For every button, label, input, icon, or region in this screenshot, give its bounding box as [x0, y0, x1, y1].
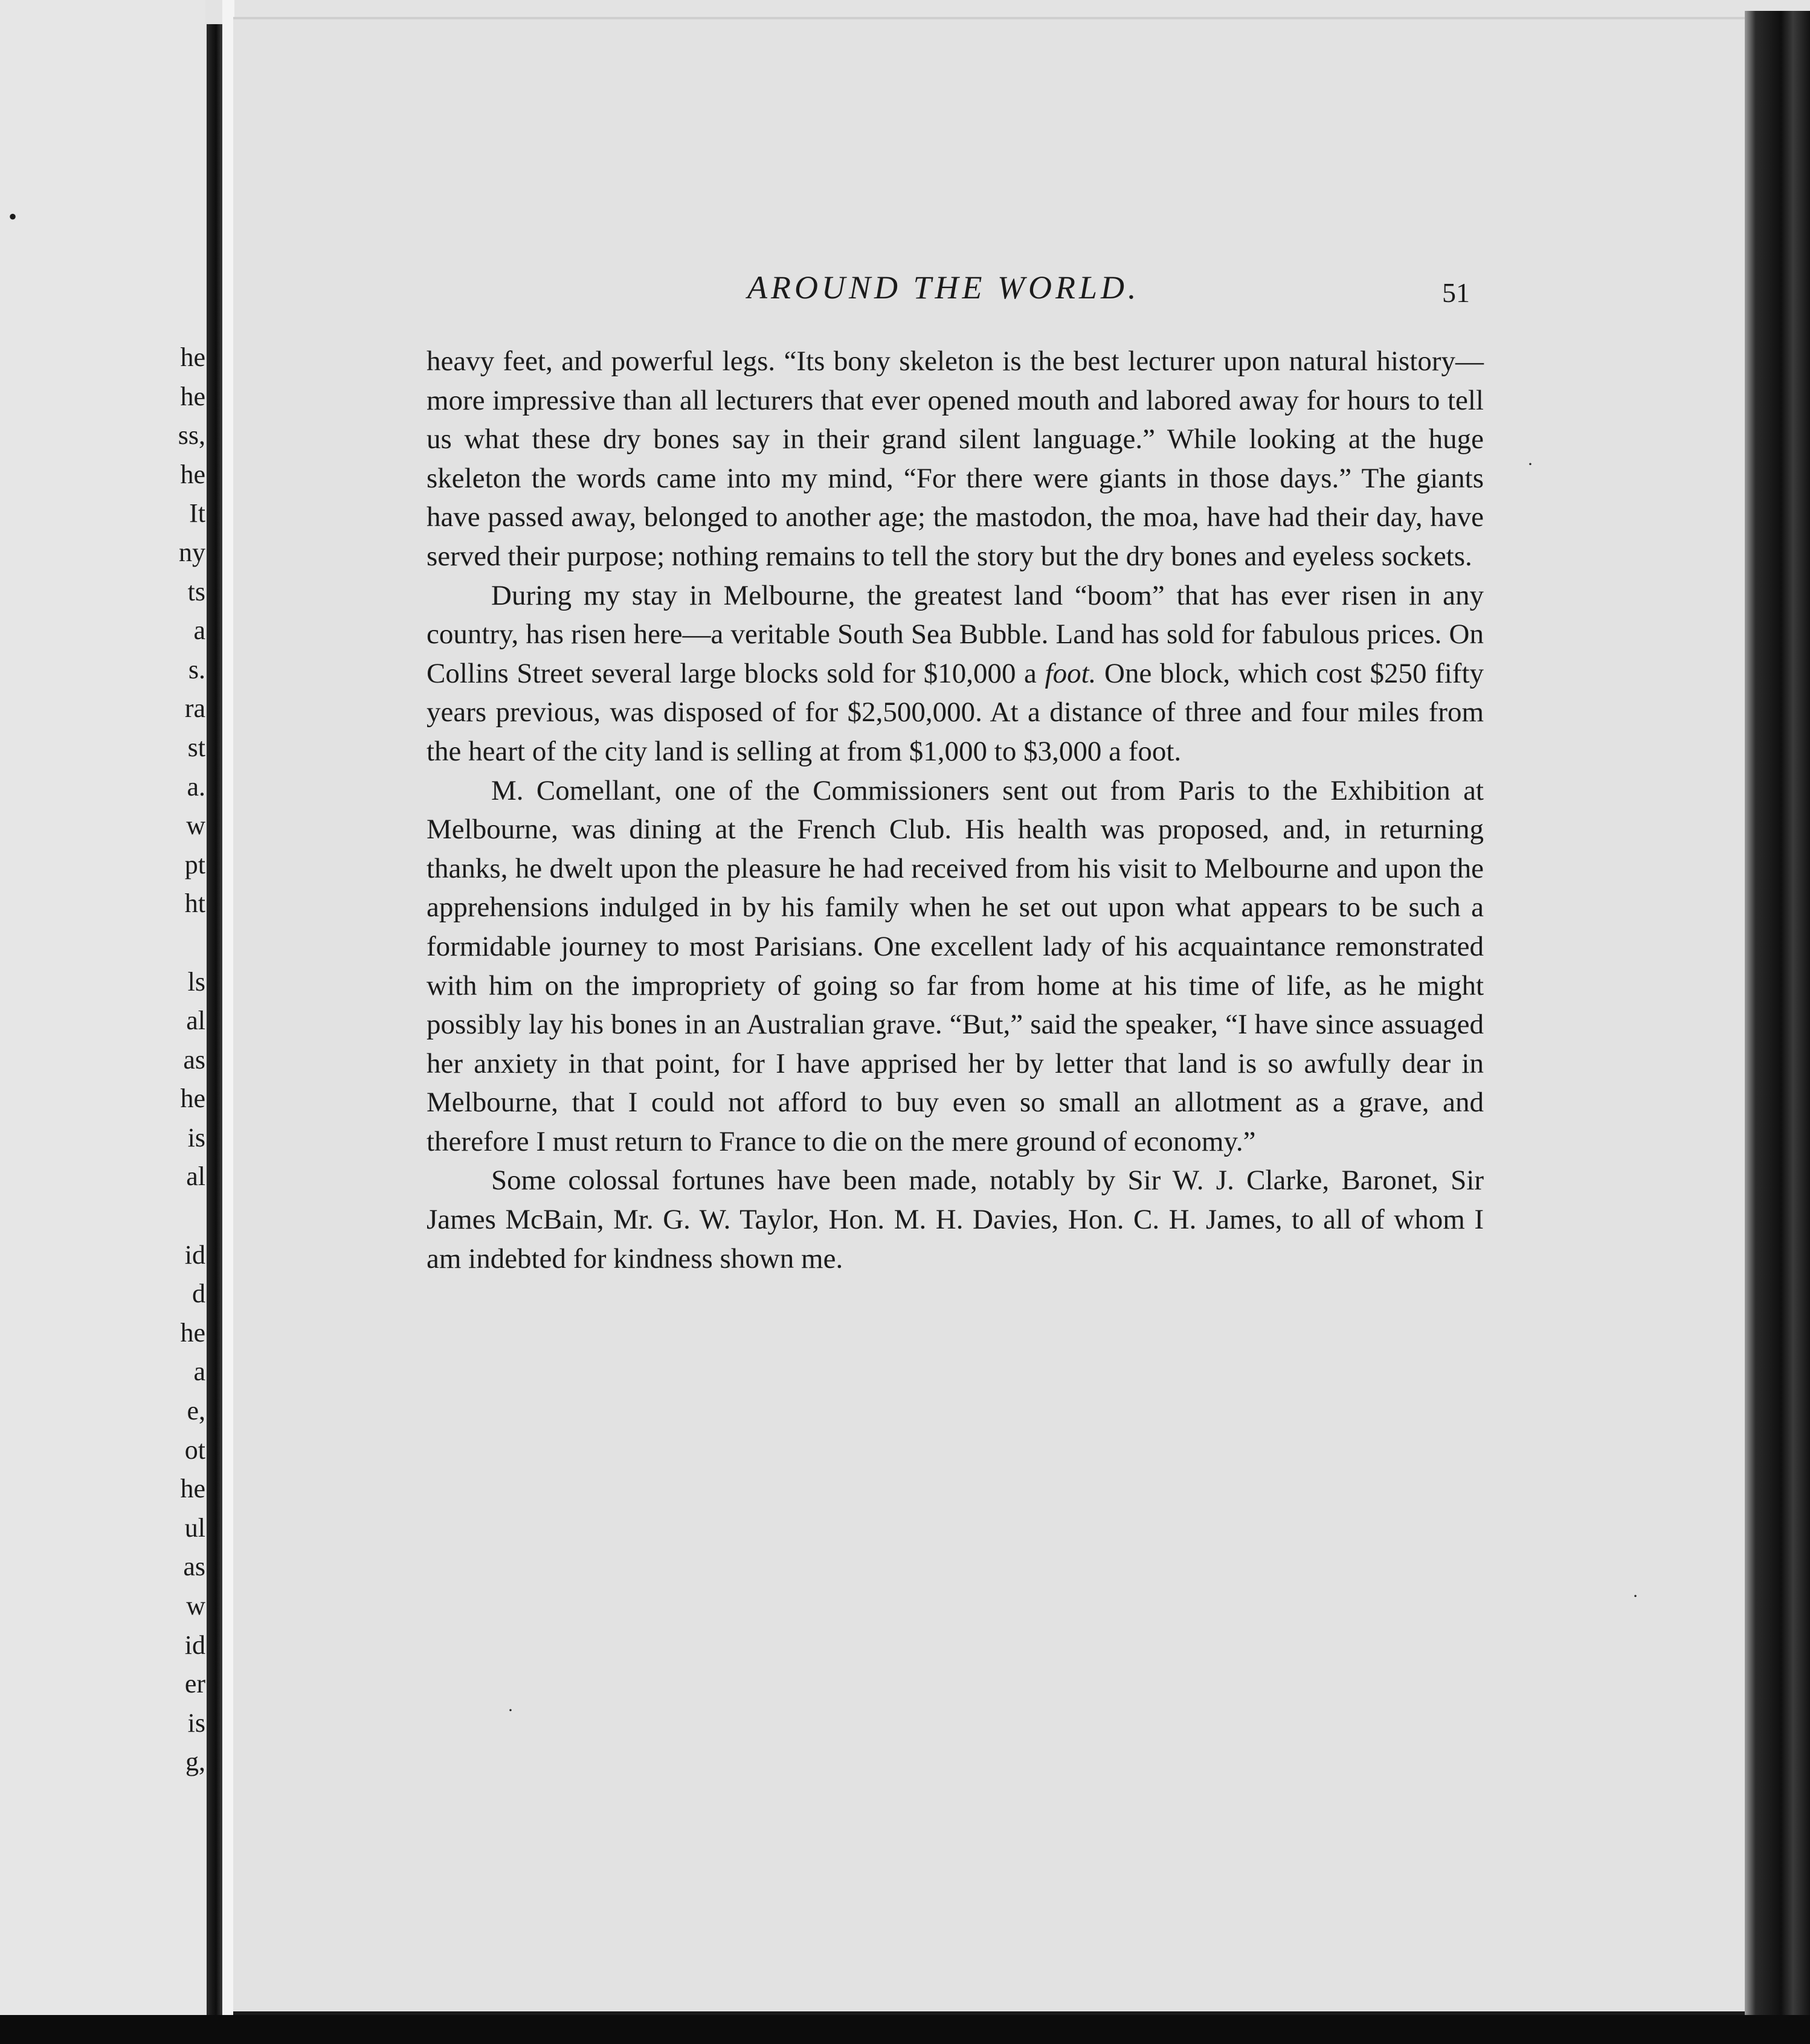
facing-page-fragment: he [180, 342, 205, 372]
facing-page-fragment: ss, [178, 420, 205, 451]
facing-page-fragment: w [186, 1591, 205, 1621]
facing-page-fragment: he [180, 381, 205, 411]
facing-page-fragment: ra [184, 693, 205, 724]
scan-bottom-border [0, 2015, 1810, 2044]
facing-page-fragment: s. [188, 654, 205, 684]
facing-page-fragment: g, [185, 1747, 205, 1777]
scan-speck: · [507, 1700, 514, 1720]
facing-page-fragment: ny [179, 537, 205, 567]
scan-speck: · [1632, 1586, 1638, 1606]
facing-page-fragment: pt [184, 849, 205, 879]
facing-page-fragment: is [187, 1122, 205, 1152]
facing-page-fragment: ot [184, 1435, 205, 1465]
facing-page-fragment: he [180, 1084, 205, 1114]
facing-page-fragment: id [184, 1239, 205, 1270]
book-right-edge [1745, 11, 1810, 2044]
facing-page-fragment: he [180, 1474, 205, 1504]
facing-page [0, 0, 205, 2044]
facing-page-fragment: It [189, 498, 205, 529]
facing-page-fragment: a [193, 615, 205, 646]
facing-page-fragment [178, 1197, 205, 1236]
running-title: AROUND THE WORLD. [747, 269, 1140, 306]
facing-page-fragment: w [186, 811, 205, 841]
facing-page-fragment: ls [187, 966, 205, 997]
facing-page-fragment: ts [187, 576, 205, 606]
facing-page-fragment: ht [184, 889, 205, 919]
facing-page-fragment: er [184, 1669, 205, 1699]
paragraph-2-text: During my stay in Melbourne, the greatest land “boom” that has ever risen in any country, has risen here—a veritable South Sea Bubble. Land has sold for fabulous prices. On Collins Street several large blocks sold for $10,000 a [427, 579, 1484, 689]
facing-page-fragment: st [187, 732, 205, 762]
scan-speck: · [1527, 454, 1533, 474]
book-gutter [207, 24, 222, 2017]
facing-page-fragment: as [183, 1044, 205, 1075]
paragraph-3: M. Comellant, one of the Commissioners sent out from Paris to the Exhibition at Melbourne, was dining at the French Club. His health was proposed, and, in returning thanks, he dwelt upon the pleasure he had received from his visit to Melbourne and upon the apprehensions indulged in by his family when he set out upon what appears to be such a formidable journey to most Parisians. One excellent lady of his acquaintance remonstrated with him on the impropriety of going so far from home at his time of life, as he might possibly lay his bones in an Australian grave. “But,” said the speaker, “I have since assuaged her anxiety in that point, for I have apprised her by letter that land is so awfully dear in Melbourne, that I could not afford to buy even so small an allotment as a grave, and therefore I must return to France to die on the mere ground of economy.” [427, 774, 1484, 1157]
paragraph-2-italic: foot. [1045, 657, 1097, 689]
facing-page-fragment: is [187, 1708, 205, 1738]
paragraph-2 [427, 576, 1484, 771]
facing-page-fragment [178, 924, 205, 963]
facing-page-fragment: he [180, 459, 205, 489]
facing-page-fragment: al [186, 1162, 205, 1192]
facing-page-fragment: he [180, 1317, 205, 1348]
gutter-gap [222, 0, 234, 2044]
facing-page-dot: • [8, 203, 18, 230]
paragraph-1: heavy feet, and powerful legs. “Its bony skeleton is the best lecturer upon natural history—more impressive than all lecturers that ever opened mouth and labored away for hours to tell us what these dry bones say in their grand silent language.” While looking at the huge skeleton the words came into my mind, “For there were giants in those days.” The giants have passed away, belonged to another age; the mastodon, the moa, have had their day, have served their purpose; nothing remains to tell the story but the dry bones and eyeless sockets. [427, 345, 1484, 572]
page-number: 51 [1442, 277, 1470, 308]
page-body [427, 342, 1484, 1278]
facing-page-fragment: id [184, 1630, 205, 1660]
facing-page-fragment: d [192, 1279, 205, 1309]
paragraph-4: Some colossal fortunes have been made, notably by Sir W. J. Clarke, Baronet, Sir James McBain, Mr. G. W. Taylor, Hon. M. H. Davies, Hon. C. H. James, to all of whom I am indebted for kindness shown me. [427, 1165, 1484, 1274]
facing-page-line-endings [178, 338, 205, 1782]
facing-page-fragment: e, [187, 1396, 205, 1426]
facing-page-fragment: as [183, 1552, 205, 1582]
paragraph-2-rest: One block, which cost $250 fifty years previous, was disposed of for $2,500,000. At a distance of three and four miles from the heart of the city land is selling at from $1,000 to $3,000 a foot. [427, 657, 1484, 767]
facing-page-fragment: al [186, 1006, 205, 1036]
facing-page-fragment: ul [184, 1512, 205, 1543]
facing-page-fragment: a [193, 1357, 205, 1387]
facing-page-fragment: a. [187, 771, 205, 802]
